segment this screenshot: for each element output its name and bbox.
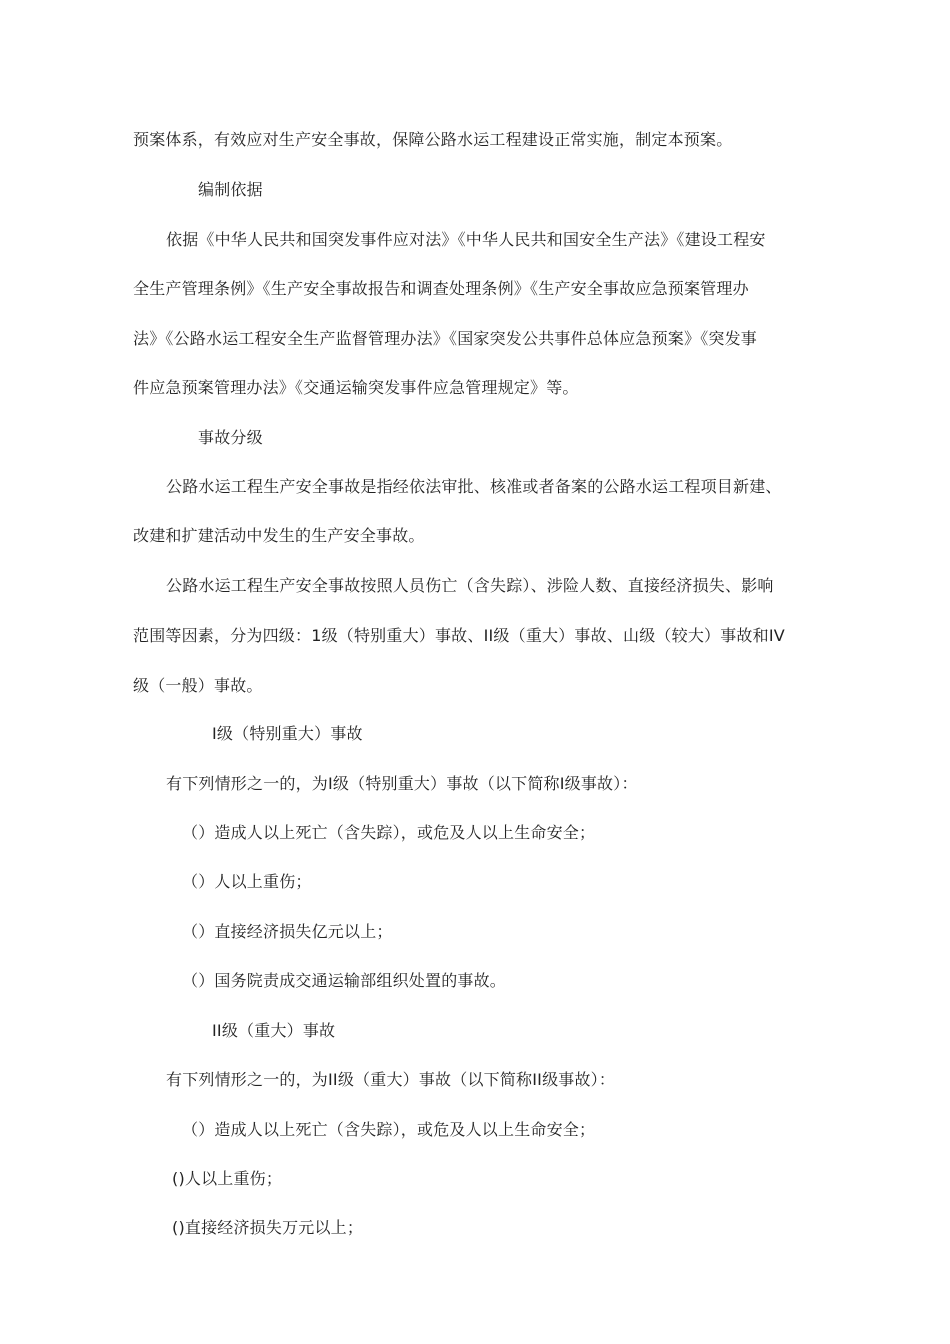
body-text: 预案体系，有效应对生产安全事故，保障公路水运工程建设正常实施，制定本预案。 [133, 130, 733, 149]
list-item: ()直接经济损失万元以上； [172, 1218, 364, 1237]
body-text: 改建和扩建活动中发生的生产安全事故。 [133, 526, 425, 545]
list-item: （）直接经济损失亿元以上； [182, 922, 393, 941]
body-text: 有下列情形之一的，为II级（重大）事故（以下简称II级事故）： [166, 1070, 616, 1089]
list-item: ()人以上重伤； [172, 1169, 283, 1188]
body-text: 公路水运工程生产安全事故按照人员伤亡（含失踪）、涉险人数、直接经济损失、影响 [166, 576, 774, 595]
list-item: （）造成人以上死亡（含失踪），或危及人以上生命安全； [182, 1120, 596, 1139]
subsection-heading: I级（特别重大）事故 [212, 724, 363, 743]
body-text: 件应急预案管理办法》《交通运输突发事件应急管理规定》等。 [133, 378, 579, 397]
list-item: （）国务院责成交通运输部组织处置的事故。 [182, 971, 507, 990]
list-item: （）造成人以上死亡（含失踪），或危及人以上生命安全； [182, 823, 596, 842]
list-item: （）人以上重伤； [182, 872, 312, 891]
subsection-heading: II级（重大）事故 [212, 1021, 336, 1040]
body-text: 公路水运工程生产安全事故是指经依法审批、核准或者备案的公路水运工程项目新建、 [166, 477, 782, 496]
section-heading: 事故分级 [198, 428, 263, 447]
body-text: 范围等因素，分为四级：1级（特别重大）事故、II级（重大）事故、山级（较大）事故和IV [133, 626, 785, 645]
body-text: 法》《公路水运工程安全生产监督管理办法》《国家突发公共事件总体应急预案》《突发事 [133, 329, 758, 348]
body-text: 全生产管理条例》《生产安全事故报告和调查处理条例》《生产安全事故应急预案管理办 [133, 279, 749, 298]
section-heading: 编制依据 [198, 180, 263, 199]
body-text: 级（一般）事故。 [133, 676, 263, 695]
body-text: 有下列情形之一的，为I级（特别重大）事故（以下简称I级事故）： [166, 774, 638, 793]
body-text: 依据《中华人民共和国突发事件应对法》《中华人民共和国安全生产法》《建设工程安 [166, 230, 766, 249]
